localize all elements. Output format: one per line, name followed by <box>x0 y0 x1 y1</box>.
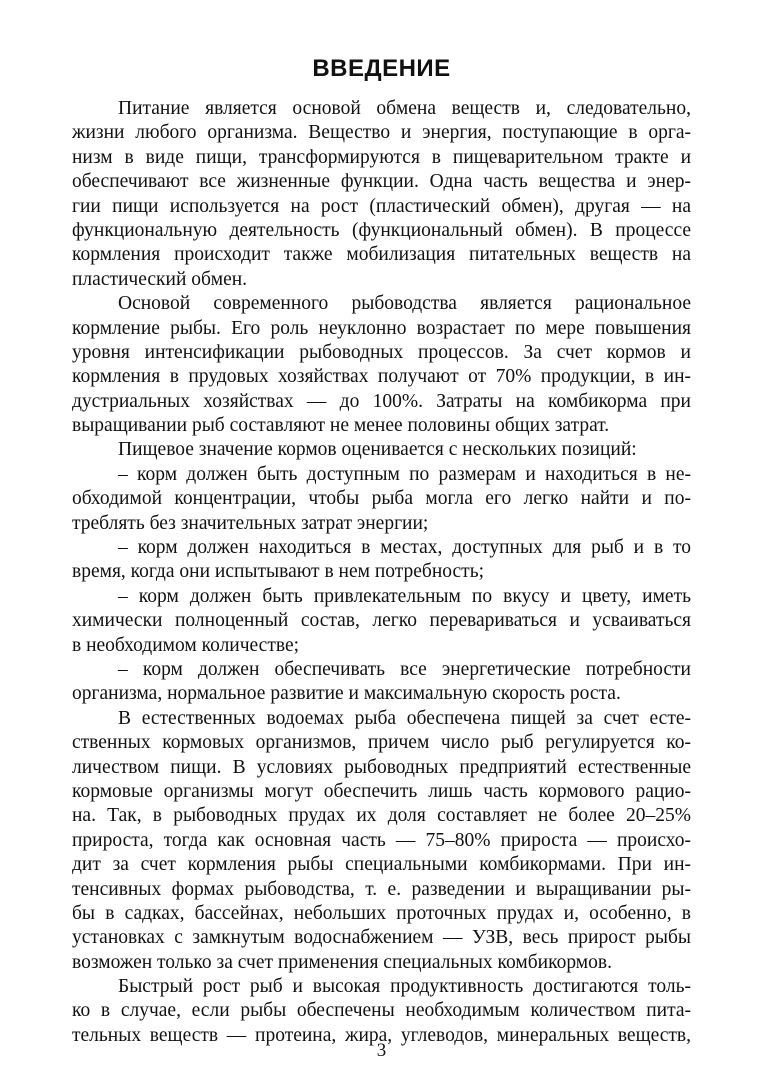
text-line: – корм должен находиться в местах, доступных для рыб и в то <box>118 537 691 559</box>
text-line: уровня интенсификации рыбоводных процессов. За счет кормов и <box>72 341 691 363</box>
text-line: ственных кормовых организмов, причем число рыб регулируется ко- <box>72 732 691 754</box>
text-line: тенсивных формах рыбоводства, т. е. разведении и выращивании ры- <box>72 878 691 900</box>
text-line: – корм должен обеспечивать все энергетические потребности <box>118 658 691 680</box>
text-line: прироста, тогда как основная часть — 75–80% прироста — происхо- <box>72 829 691 851</box>
text-line: ко в случае, если рыбы обеспечены необходимым количеством пита- <box>72 1000 691 1022</box>
text-line: химически полноценный состав, легко перевариваться и усваиваться <box>72 610 691 632</box>
text-line: обходимой концентрации, чтобы рыба могла его легко найти и по- <box>72 488 691 510</box>
text-line: бы в садках, бассейнах, небольших проточных прудах и, особенно, в <box>72 902 691 924</box>
text-line: функциональную деятельность (функциональный обмен). В процессе <box>72 219 691 241</box>
text-line: гии пищи используется на рост (пластический обмен), другая — на <box>72 195 691 217</box>
text-line: Быстрый рост рыб и высокая продуктивность достигаются толь- <box>118 976 691 998</box>
text-line: – корм должен быть привлекательным по вкусу и цвету, иметь <box>118 585 691 607</box>
text-line: низм в виде пищи, трансформируются в пищеварительном тракте и <box>72 146 691 168</box>
text-line: кормление рыбы. Его роль неуклонно возрастает по мере повышения <box>72 317 691 339</box>
text-line: треблять без значительных затрат энергии; <box>72 512 429 534</box>
text-line: установках с замкнутым водоснабжением — УЗВ, весь прирост рыбы <box>72 927 691 949</box>
text-line: дит за счет кормления рыбы специальными комбикормами. При ин- <box>72 854 691 876</box>
text-line: выращивании рыб составляют не менее половины общих затрат. <box>72 415 610 437</box>
text-line: дустриальных хозяйствах — до 100%. Затраты на комбикорма при <box>72 390 691 412</box>
text-line: в необходимом количестве; <box>72 634 300 656</box>
text-line: пластический обмен. <box>72 268 248 290</box>
text-line: В естественных водоемах рыба обеспечена пищей за счет есте- <box>118 707 691 729</box>
text-line: Пищевое значение кормов оценивается с нескольких позиций: <box>118 439 637 461</box>
text-line: возможен только за счет применения специальных комбикормов. <box>72 951 612 973</box>
page-number: 3 <box>376 1040 387 1061</box>
text-line: тельных веществ — протеина, жира, углеводов, минеральных веществ, <box>72 1024 691 1046</box>
text-line: на. Так, в рыбоводных прудах их доля составляет не более 20–25% <box>72 805 691 827</box>
page-title: ВВЕДЕНИЕ <box>312 55 451 82</box>
text-line: жизни любого организма. Вещество и энергия, поступающие в орга- <box>72 122 691 144</box>
text-line: – корм должен быть доступным по размерам и находиться в не- <box>118 463 691 485</box>
text-line: кормления в прудовых хозяйствах получают от 70% продукции, в ин- <box>72 366 691 388</box>
text-line: Питание является основой обмена веществ и, следовательно, <box>118 98 691 119</box>
text-line: время, когда они испытывают в нем потребность; <box>72 561 485 583</box>
body-text <box>72 97 691 1048</box>
text-line: кормовые организмы могут обеспечить лишь часть кормового рацио- <box>72 780 691 802</box>
text-line: Основой современного рыбоводства является рациональное <box>118 293 691 315</box>
text-line: личеством пищи. В условиях рыбоводных предприятий естественные <box>72 756 691 778</box>
text-line: обеспечивают все жизненные функции. Одна часть вещества и энер- <box>72 171 691 193</box>
text-line: кормления происходит также мобилизация питательных веществ на <box>72 244 691 266</box>
text-line: организма, нормальное развитие и максимальную скорость роста. <box>72 683 621 705</box>
